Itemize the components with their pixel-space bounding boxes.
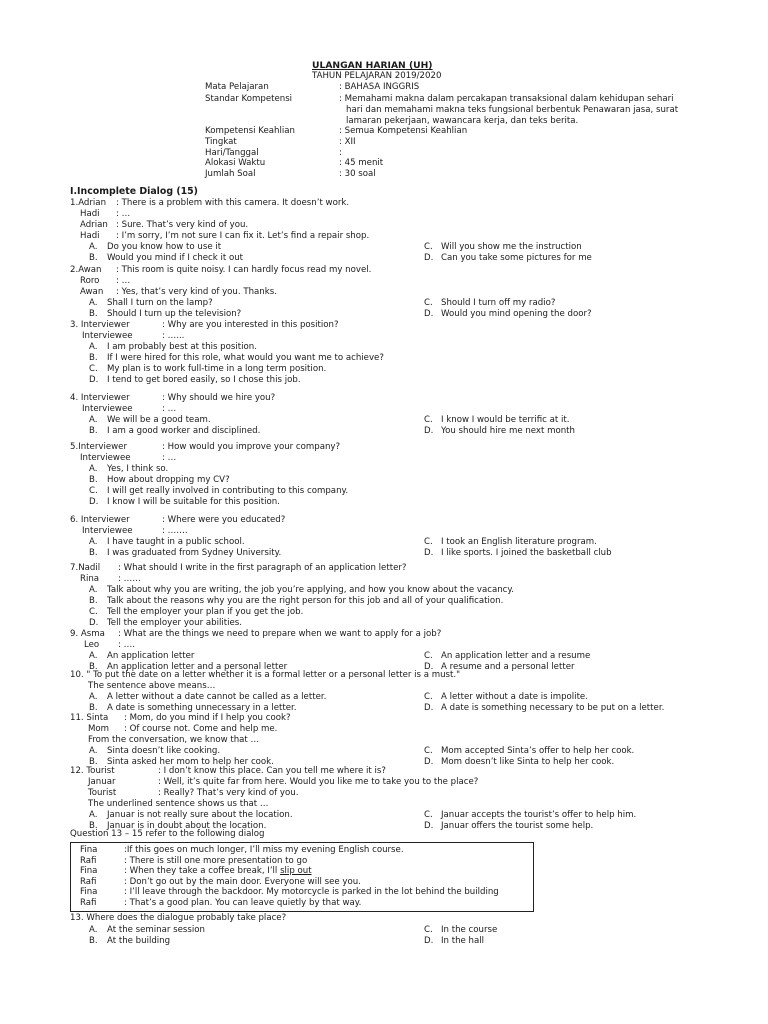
box-dialog-line: : There is still one more presentation to go	[124, 855, 308, 866]
option-text: Tell the employer your plan if you get the job.	[107, 607, 304, 617]
dialog-line: : …	[116, 209, 131, 219]
option-text: I took an English literature program.	[441, 537, 597, 547]
box-speaker: Rafi	[80, 855, 97, 866]
option-letter: A.	[89, 746, 98, 756]
option-text: Januar is in doubt about the location.	[107, 821, 267, 831]
option-letter: D.	[424, 936, 434, 946]
option-text: Mom doesn’t like Sinta to help her cook.	[441, 757, 615, 767]
speaker-name: Adrian	[80, 220, 108, 230]
option-letter: D.	[424, 662, 434, 672]
speaker-name: Interviewee	[80, 453, 131, 463]
underlined-phrase: slip out	[280, 866, 312, 876]
option-text: Will you show me the instruction	[441, 242, 582, 252]
option-letter: B.	[89, 253, 98, 263]
option-text: Januar is not really sure about the location.	[107, 810, 293, 820]
dialog-intro: Question 13 – 15 refer to the following dialog	[70, 829, 265, 839]
dialog-line: : Where were you educated?	[162, 515, 286, 525]
option-text: I tend to get bored easily, so I chose this job.	[107, 375, 301, 385]
option-text: A resume and a personal letter	[441, 662, 575, 672]
box-speaker: Fina	[80, 887, 98, 897]
option-text: If I were hired for this role, what would you want me to achieve?	[107, 353, 384, 363]
option-letter: A.	[89, 342, 98, 352]
option-letter: D.	[89, 375, 99, 385]
speaker-name: 4. Interviewer	[70, 393, 130, 403]
speaker-name: Awan	[80, 287, 104, 297]
question-prompt: The sentence above means…	[88, 681, 216, 691]
header-value: : Semua Kompetensi Keahlian	[339, 126, 468, 136]
dialog-line: : Sure. That’s very kind of you.	[116, 220, 249, 230]
option-text: Tell the employer your abilities.	[107, 618, 243, 628]
option-letter: C.	[89, 364, 98, 374]
option-text: A letter without a date cannot be called as a letter.	[107, 692, 327, 702]
header-value: : 45 menit	[339, 158, 384, 168]
option-letter: C.	[89, 486, 98, 496]
header-value: : Memahami makna dalam percakapan transaksional dalam kehidupan sehari	[339, 94, 674, 104]
speaker-name: 7.Nadil	[70, 563, 101, 573]
dialog-line: : I don’t know this place. Can you tell me where it is?	[158, 766, 386, 776]
option-text: At the seminar session	[107, 925, 205, 935]
option-letter: D.	[424, 309, 434, 319]
dialog-line: : Of course not. Come and help me.	[124, 724, 278, 734]
question-text: 13. Where does the dialogue probably take place?	[70, 913, 287, 923]
option-letter: B.	[89, 309, 98, 319]
option-text: I will get really involved in contributing to this company.	[107, 486, 349, 496]
header-label: Tingkat	[205, 137, 237, 147]
option-letter: B.	[89, 757, 98, 767]
option-letter: A.	[89, 585, 98, 595]
header-label: Hari/Tanggal	[205, 148, 259, 158]
option-letter: B.	[89, 821, 98, 831]
dialog-line: : ….	[118, 640, 135, 650]
option-letter: B.	[89, 936, 98, 946]
option-text: Should I turn off my radio?	[441, 298, 556, 308]
option-text: A letter without a date is impolite.	[441, 692, 588, 702]
option-letter: B.	[89, 662, 98, 672]
header-label: Mata Pelajaran	[205, 82, 269, 92]
speaker-name: Leo	[84, 640, 100, 650]
option-text: I like sports. I joined the basketball club	[441, 548, 612, 558]
option-letter: D.	[424, 548, 434, 558]
box-speaker: Rafi	[80, 897, 97, 908]
header-label: Standar Kompetensi	[205, 94, 293, 104]
option-text: A date is something unnecessary in a letter.	[107, 703, 297, 713]
option-text: I have taught in a public school.	[107, 537, 245, 547]
option-text: Would you mind opening the door?	[441, 309, 592, 319]
header-value: : BAHASA INGGRIS	[339, 82, 420, 92]
dialog-line: : Well, it’s quite far from here. Would you like me to take you to the place?	[158, 777, 479, 787]
option-text: Shall I turn on the lamp?	[107, 298, 213, 308]
dialog-line: : What should I write in the first paragraph of an application letter?	[118, 563, 407, 573]
box-speaker: Fina	[80, 866, 98, 876]
option-text: Talk about why you are writing, the job you’re applying, and how you know about the vacancy.	[107, 585, 514, 595]
speaker-name: Roro	[80, 276, 100, 286]
option-letter: B.	[89, 548, 98, 558]
option-text: Talk about the reasons why you are the right person for this job and all of your qualification.	[107, 596, 504, 606]
speaker-name: Interviewee	[82, 526, 133, 536]
option-letter: A.	[89, 537, 98, 547]
dialog-line: : This room is quite noisy. I can hardly focus read my novel.	[116, 265, 372, 275]
header-label: Alokasi Waktu	[205, 158, 266, 168]
option-letter: C.	[424, 651, 433, 661]
section-heading: I.Incomplete Dialog (15)	[70, 186, 198, 197]
option-letter: B.	[89, 596, 98, 606]
box-dialog-line: : When they take a coffee break, I’ll slip out	[124, 866, 312, 876]
option-letter: D.	[89, 497, 99, 507]
option-letter: C.	[89, 607, 98, 617]
option-letter: D.	[424, 821, 434, 831]
option-letter: C.	[424, 537, 433, 547]
option-text: Sinta asked her mom to help her cook.	[107, 757, 274, 767]
option-text: How about dropping my CV?	[107, 475, 230, 485]
option-text: In the course	[441, 925, 498, 935]
option-letter: A.	[89, 415, 98, 425]
option-text: I was graduated from Sydney University.	[107, 548, 282, 558]
option-letter: B.	[89, 426, 98, 436]
dialog-line: : Why should we hire you?	[162, 393, 276, 403]
speaker-name: 6. Interviewer	[70, 515, 130, 525]
option-letter: A.	[89, 925, 98, 935]
speaker-name: Januar	[88, 777, 116, 787]
option-text: Januar offers the tourist some help.	[441, 821, 594, 831]
header-value: : 30 soal	[339, 169, 376, 179]
option-text: At the building	[107, 936, 171, 946]
speaker-name: Tourist	[88, 788, 117, 798]
option-text: We will be a good team.	[107, 415, 211, 425]
speaker-name: Interviewee	[82, 404, 133, 414]
speaker-name: 1.Adrian	[70, 198, 107, 208]
option-letter: A.	[89, 298, 98, 308]
dialog-line: : …….	[162, 526, 188, 536]
option-letter: A.	[89, 810, 98, 820]
speaker-name: Hadi	[80, 209, 100, 219]
option-text: Sinta doesn’t like cooking.	[107, 746, 221, 756]
speaker-name: Rina	[80, 574, 100, 584]
header-value: :	[339, 148, 342, 158]
option-letter: D.	[424, 703, 434, 713]
option-text: Do you know how to use it	[107, 242, 222, 252]
option-letter: C.	[424, 810, 433, 820]
option-text: Would you mind if I check it out	[107, 253, 244, 263]
option-letter: C.	[424, 692, 433, 702]
box-dialog-line: : Don’t go out by the main door. Everyone will see you.	[124, 876, 361, 887]
option-text: A date is something necessary to be put on a letter.	[441, 703, 665, 713]
option-text: I am probably best at this position.	[107, 342, 257, 352]
question-text: 10. " To put the date on a letter whether it is a formal letter or a personal letter is a must."	[70, 670, 461, 680]
option-letter: B.	[89, 703, 98, 713]
dialog-line: : …...	[162, 331, 185, 341]
dialog-line: : …	[162, 453, 177, 463]
question-prompt: From the conversation, we know that …	[88, 735, 260, 745]
option-text: I know I would be terrific at it.	[441, 415, 570, 425]
option-text: In the hall	[441, 936, 485, 946]
exam-title: ULANGAN HARIAN (UH)	[312, 60, 433, 71]
dialog-line: : Mom, do you mind if I help you cook?	[124, 713, 291, 723]
option-letter: C.	[424, 415, 433, 425]
speaker-name: 5.Interviewer	[70, 442, 127, 452]
dialog-line: : …	[162, 404, 177, 414]
option-letter: C.	[424, 242, 433, 252]
option-text: You should hire me next month	[441, 426, 575, 436]
option-letter: B.	[89, 475, 98, 485]
speaker-name: Interviewee	[82, 331, 133, 341]
option-text: Januar accepts the tourist’s offer to help him.	[441, 810, 637, 820]
box-dialog-line: : I’ll leave through the backdoor. My motorcycle is parked in the lot behind the building	[124, 887, 499, 897]
school-year: TAHUN PELAJARAN 2019/2020	[312, 71, 442, 81]
option-text: An application letter	[107, 651, 195, 661]
dialog-line: : Why are you interested in this position?	[162, 320, 339, 330]
option-text: I am a good worker and disciplined.	[107, 426, 261, 436]
box-dialog-line: : That’s a good plan. You can leave quietly by that way.	[124, 897, 362, 908]
option-letter: C.	[424, 298, 433, 308]
box-speaker: Rafi	[80, 876, 97, 887]
option-letter: C.	[424, 925, 433, 935]
dialog-line: : I’m sorry, I’m not sure I can fix it. Let’s find a repair shop.	[116, 231, 370, 241]
question-prompt: The underlined sentence shows us that …	[88, 799, 269, 809]
option-text: Can you take some pictures for me	[441, 253, 592, 263]
option-letter: D.	[424, 253, 434, 263]
speaker-name: 9. Asma	[70, 629, 105, 639]
header-value-continued: hari dan memahami makna teks fungsional berbentuk Penawaran jasa, surat	[346, 105, 679, 115]
option-letter: D.	[424, 757, 434, 767]
option-text: Yes, I think so.	[107, 464, 169, 474]
speaker-name: 3. Interviewer	[70, 320, 130, 330]
speaker-name: Mom	[88, 724, 110, 734]
header-value: : XII	[339, 137, 356, 147]
speaker-name: 2.Awan	[70, 265, 102, 275]
option-text: An application letter and a personal letter	[107, 662, 288, 672]
box-speaker: Fina	[80, 845, 98, 855]
speaker-name: Hadi	[80, 231, 100, 241]
option-letter: A.	[89, 464, 98, 474]
dialog-line: : There is a problem with this camera. It doesn’t work.	[116, 198, 350, 208]
option-letter: C.	[424, 746, 433, 756]
dialog-line: : How would you improve your company?	[162, 442, 341, 452]
speaker-name: 11. Sinta	[70, 713, 109, 723]
speaker-name: 12. Tourist	[70, 766, 115, 776]
dialog-line: : What are the things we need to prepare when we want to apply for a job?	[118, 629, 442, 639]
header-label: Kompetensi Keahlian	[205, 126, 295, 136]
option-letter: A.	[89, 651, 98, 661]
option-text: My plan is to work full-time in a long term position.	[107, 364, 327, 374]
option-text: Mom accepted Sinta’s offer to help her cook.	[441, 746, 635, 756]
dialog-line: : …	[116, 276, 131, 286]
option-text: Should I turn up the television?	[107, 309, 242, 319]
dialog-line: : Really? That’s very kind of you.	[158, 788, 299, 798]
option-letter: D.	[424, 426, 434, 436]
option-letter: A.	[89, 242, 98, 252]
box-dialog-line: :If this goes on much longer, I’ll miss my evening English course.	[124, 845, 404, 855]
option-letter: D.	[89, 618, 99, 628]
dialog-line: : Yes, that’s very kind of you. Thanks.	[116, 287, 277, 297]
option-text: I know I will be suitable for this position.	[107, 497, 280, 507]
header-value-continued: lamaran pekerjaan, wawancara kerja, dan teks berita.	[346, 116, 579, 126]
option-letter: A.	[89, 692, 98, 702]
header-label: Jumlah Soal	[205, 169, 256, 179]
dialog-line: : ……	[118, 574, 141, 584]
option-text: An application letter and a resume	[441, 651, 591, 661]
option-letter: B.	[89, 353, 98, 363]
